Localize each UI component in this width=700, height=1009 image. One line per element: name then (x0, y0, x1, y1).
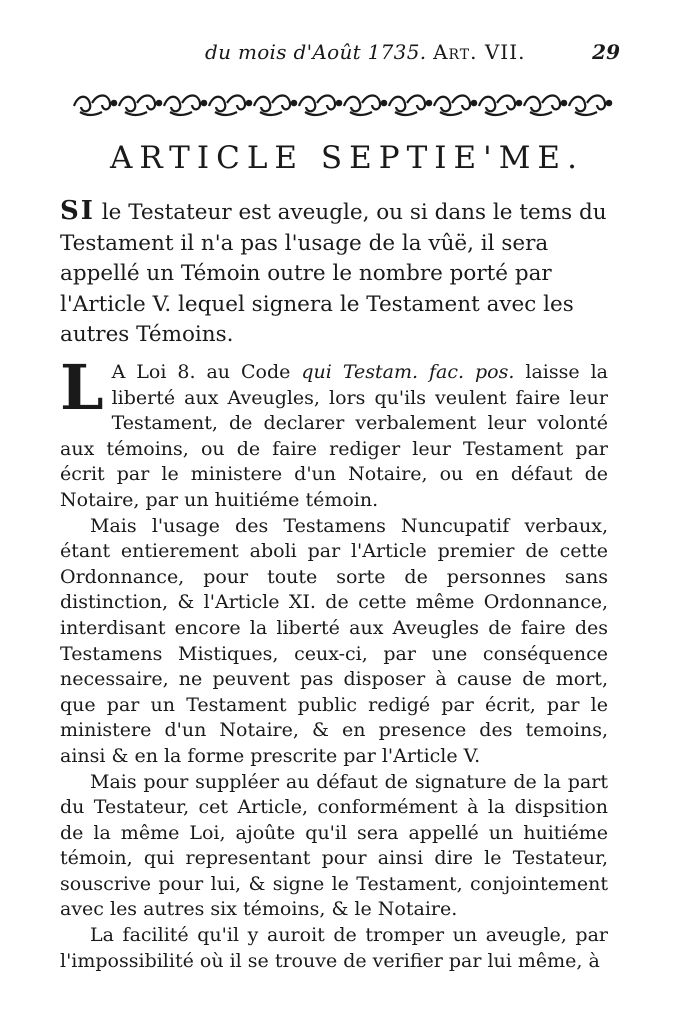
ornament-dot (607, 101, 611, 105)
fleuron (389, 96, 425, 116)
article-heading: ARTICLE SEPTIE'ME. (110, 140, 584, 176)
fleuron (209, 96, 245, 116)
fleuron (569, 96, 605, 116)
fleuron (74, 96, 110, 116)
p1-start: A Loi 8. au Code (111, 361, 302, 383)
ornament-dot (292, 101, 296, 105)
fleuron (299, 96, 335, 116)
commentary-paragraph-4: La facilité qu'il y auroit de tromper un aveugle, par l'impossibilité où il se trouve de verifier par lui même, à (60, 924, 608, 972)
fleuron (344, 96, 380, 116)
article-text (60, 196, 608, 351)
running-article: Art. VII. (433, 40, 526, 64)
running-title (205, 40, 525, 64)
ornament-dot (472, 101, 476, 105)
article-lead-letters: SI (60, 196, 95, 226)
ornament-dot (157, 101, 161, 105)
article-body: le Testateur est aveugle, ou si dans le tems du Testament il n'a pas l'usage de la vûë, il sera appellé un Témoin outre le nombre porté par l'Article V. lequel signera le Testament avec les autres Témoins. (60, 200, 607, 347)
fleuron (164, 96, 200, 116)
commentary-paragraph-2: Mais l'usage des Testamens Nuncupatif verbaux, étant entierement aboli par l'Article premier de cette Ordonnance, pour toute sorte de personnes sans distinction, & l'Article XI. de cette même Ordonnance, interdisant encore la liberté aux Aveugles de faire des Testamens Mistiques, ceux-ci, par une conséquence necessaire, ne peuvent pas disposer à cause de mort, que par un Testament public redigé par écrit, par le ministere d'un Notaire, & en presence des temoins, ainsi & en la forme prescrite par l'Article V. (60, 514, 608, 767)
drop-cap: L (60, 351, 104, 424)
page-number: 29 (592, 40, 620, 64)
fleuron (119, 96, 155, 116)
ornament-dot (202, 101, 206, 105)
ornament-dot (382, 101, 386, 105)
ornament-dot (112, 101, 116, 105)
commentary-paragraph-1 (60, 351, 608, 514)
fleuron (524, 96, 560, 116)
commentary-paragraph-3: Mais pour suppléer au défaut de signature de la part du Testateur, cet Article, conformément à la dispsition de la même Loi, ajoûte qu'il sera appellé un huitiéme témoin, qui representant pour ainsi dire le Testateur, souscrive pour lui, & signe le Testament, conjointement avec les autres six témoins, & le Notaire. (60, 770, 608, 921)
decorative-ornament-band (70, 86, 615, 120)
fleuron (254, 96, 290, 116)
ornament-dot (517, 101, 521, 105)
running-title-text: du mois d'Août 1735. (205, 40, 427, 64)
ornament-dot (562, 101, 566, 105)
commentary (60, 351, 608, 974)
fleuron (434, 96, 470, 116)
ornament-dot (247, 101, 251, 105)
p1-citation: qui Testam. fac. pos. (301, 361, 515, 383)
running-head (205, 40, 620, 64)
ornament-dot (337, 101, 341, 105)
p1-rest: laisse la liberté aux Aveugles, lors qu'ils veulent faire leur Testament, de declarer verbalement leur volonté aux témoins, ou de faire rediger leur Testament par écrit par le ministere d'un Notaire, ou en défaut de Notaire, par un huitiéme témoin. (60, 361, 608, 511)
ornament-dot (427, 101, 431, 105)
fleuron (479, 96, 515, 116)
